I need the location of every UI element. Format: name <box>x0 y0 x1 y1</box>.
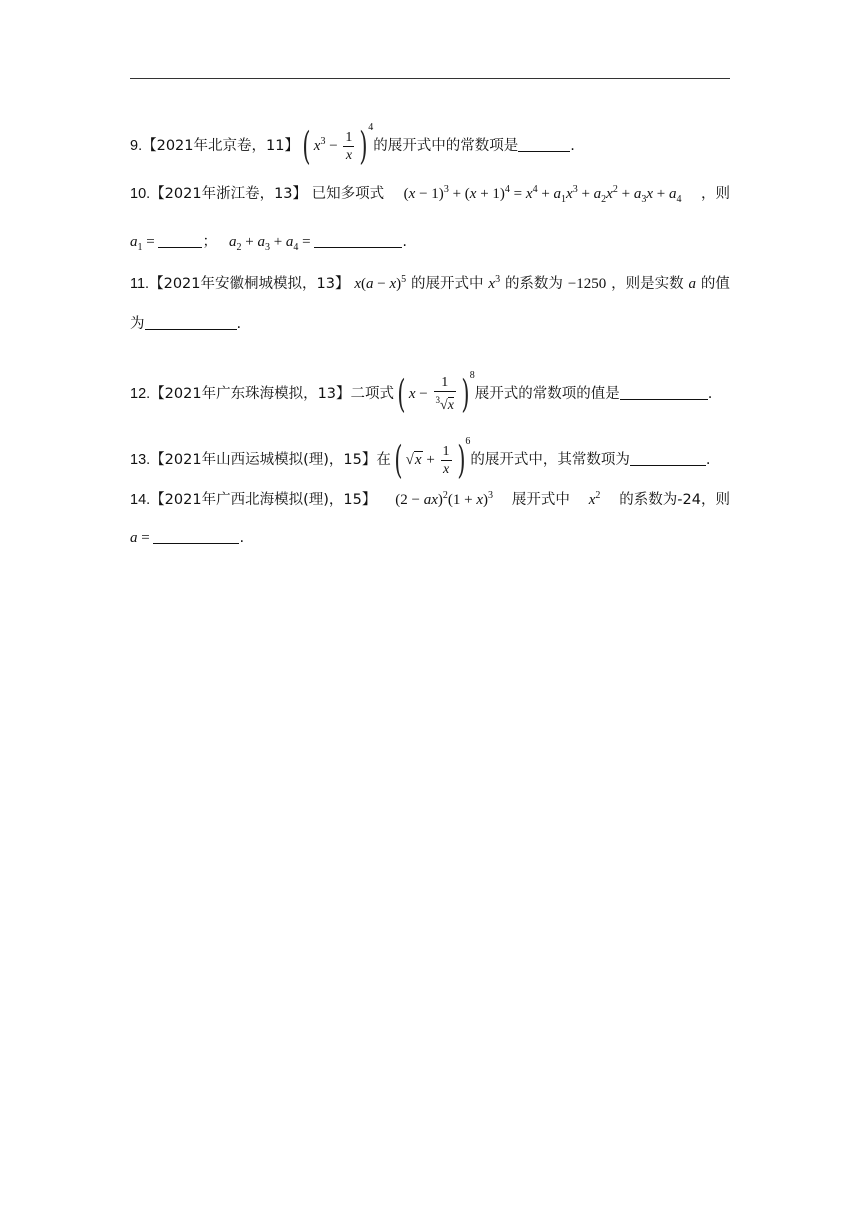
problem-text: ，则是实数 <box>611 276 684 292</box>
problem-label: 11. <box>130 276 150 292</box>
answer-blank[interactable] <box>518 137 570 152</box>
problem-text: 的展开式中的常数项是 <box>373 138 519 154</box>
problem-source: 【2021年广东珠海模拟，13】 <box>150 386 351 402</box>
problem-label: 10. <box>130 186 151 202</box>
formula: a = <box>130 530 154 546</box>
formula: ( x − $\frac{1}{^3√x}$ )8 <box>397 370 475 416</box>
problem-source: 【2021年北京卷，11】 <box>142 138 299 154</box>
formula: $a_2 + a_3 + a_4$ = <box>228 234 315 253</box>
answer-blank[interactable] <box>630 451 706 466</box>
problem-text: 已知多项式 <box>311 186 385 202</box>
problem-label: 12. <box>130 386 151 402</box>
problem-text: 在 <box>376 452 391 468</box>
document-page: 9.【2021年北京卷，11】( $x^3$ − $\frac{1}{x}$ )4的展开式中的常数项是 . 10.【2021年浙江卷，13】 已知多项式 $(x - 1)^3 + (x + 1)^4 = x^4 + a_1x^3 + a_2x^2 + a_3x + a_4$ ，则 $a_1$ = ； $a_2 + a_3 + a_4$ = . 11.【2021年安徽桐城模拟，13】 $x(a - x)^5$ 的展开式中 $x^3$ 的系数为 −1250 ，则是实数 a 的值 为 . 12.【2021年广东珠海模拟，13】二项式( x − $\frac{1}{^3√x}$ )8展开式的常数项的值是 . 13.【2021年山西运城模拟(理)，15】在( √x + $\frac{1}{x}$ )6的展开式中，其常数项为 . 14.【2021年广西北海模拟(理)，15】 $(2 - ax)^2(1 + x)^3$ 展开式中 $x^2$ 的系数为-24，则 a = . <box>0 0 860 1216</box>
problem-text: 的展开式中，其常数项为 <box>470 452 630 468</box>
formula: ( $x^3$ − $\frac{1}{x}$ )4 <box>302 122 374 168</box>
problem-text: 展开式的常数项的值是 <box>474 386 620 402</box>
formula: $x(a - x)^5$ <box>354 274 407 292</box>
variable-a: a <box>688 276 697 292</box>
problem-label: 14. <box>130 492 151 508</box>
problem-text: ，则 <box>700 186 730 202</box>
formula: $x^2$ <box>588 490 601 508</box>
problem-text: 二项式 <box>350 386 395 402</box>
problem-source: 【2021年安徽桐城模拟，13】 <box>149 276 350 292</box>
formula: $a_1$ = <box>130 234 159 253</box>
formula: $(2 - ax)^2(1 + x)^3$ <box>395 490 493 508</box>
problem-source: 【2021年浙江卷，13】 <box>150 186 308 202</box>
answer-blank-sum[interactable] <box>314 233 402 248</box>
problem-source: 【2021年山西运城模拟(理)，15】 <box>150 452 377 468</box>
problem-label: 13. <box>130 452 151 468</box>
answer-blank-a1[interactable] <box>158 233 202 248</box>
coefficient: −1250 <box>567 276 607 292</box>
answer-blank[interactable] <box>153 529 239 544</box>
problem-text: 的展开式中 <box>411 276 484 292</box>
header-rule <box>130 78 730 79</box>
answer-blank[interactable] <box>145 315 237 330</box>
problem-text: 展开式中 <box>511 492 570 508</box>
formula: $x^3$ <box>488 274 501 292</box>
problem-text: 的系数为-24，则 <box>619 492 730 508</box>
problem-label: 9. <box>130 138 143 154</box>
problem-source: 【2021年广西北海模拟(理)，15】 <box>150 492 377 508</box>
problem-text: 的值 <box>700 276 730 292</box>
formula: $(x - 1)^3 + (x + 1)^4 = x^4 + a_1x^3 + a_2x^2 + a_3x + a_4$ <box>403 184 682 205</box>
formula: ( √x + $\frac{1}{x}$ )6 <box>394 436 471 482</box>
problem-text: 的系数为 <box>504 276 563 292</box>
answer-blank[interactable] <box>620 385 708 400</box>
